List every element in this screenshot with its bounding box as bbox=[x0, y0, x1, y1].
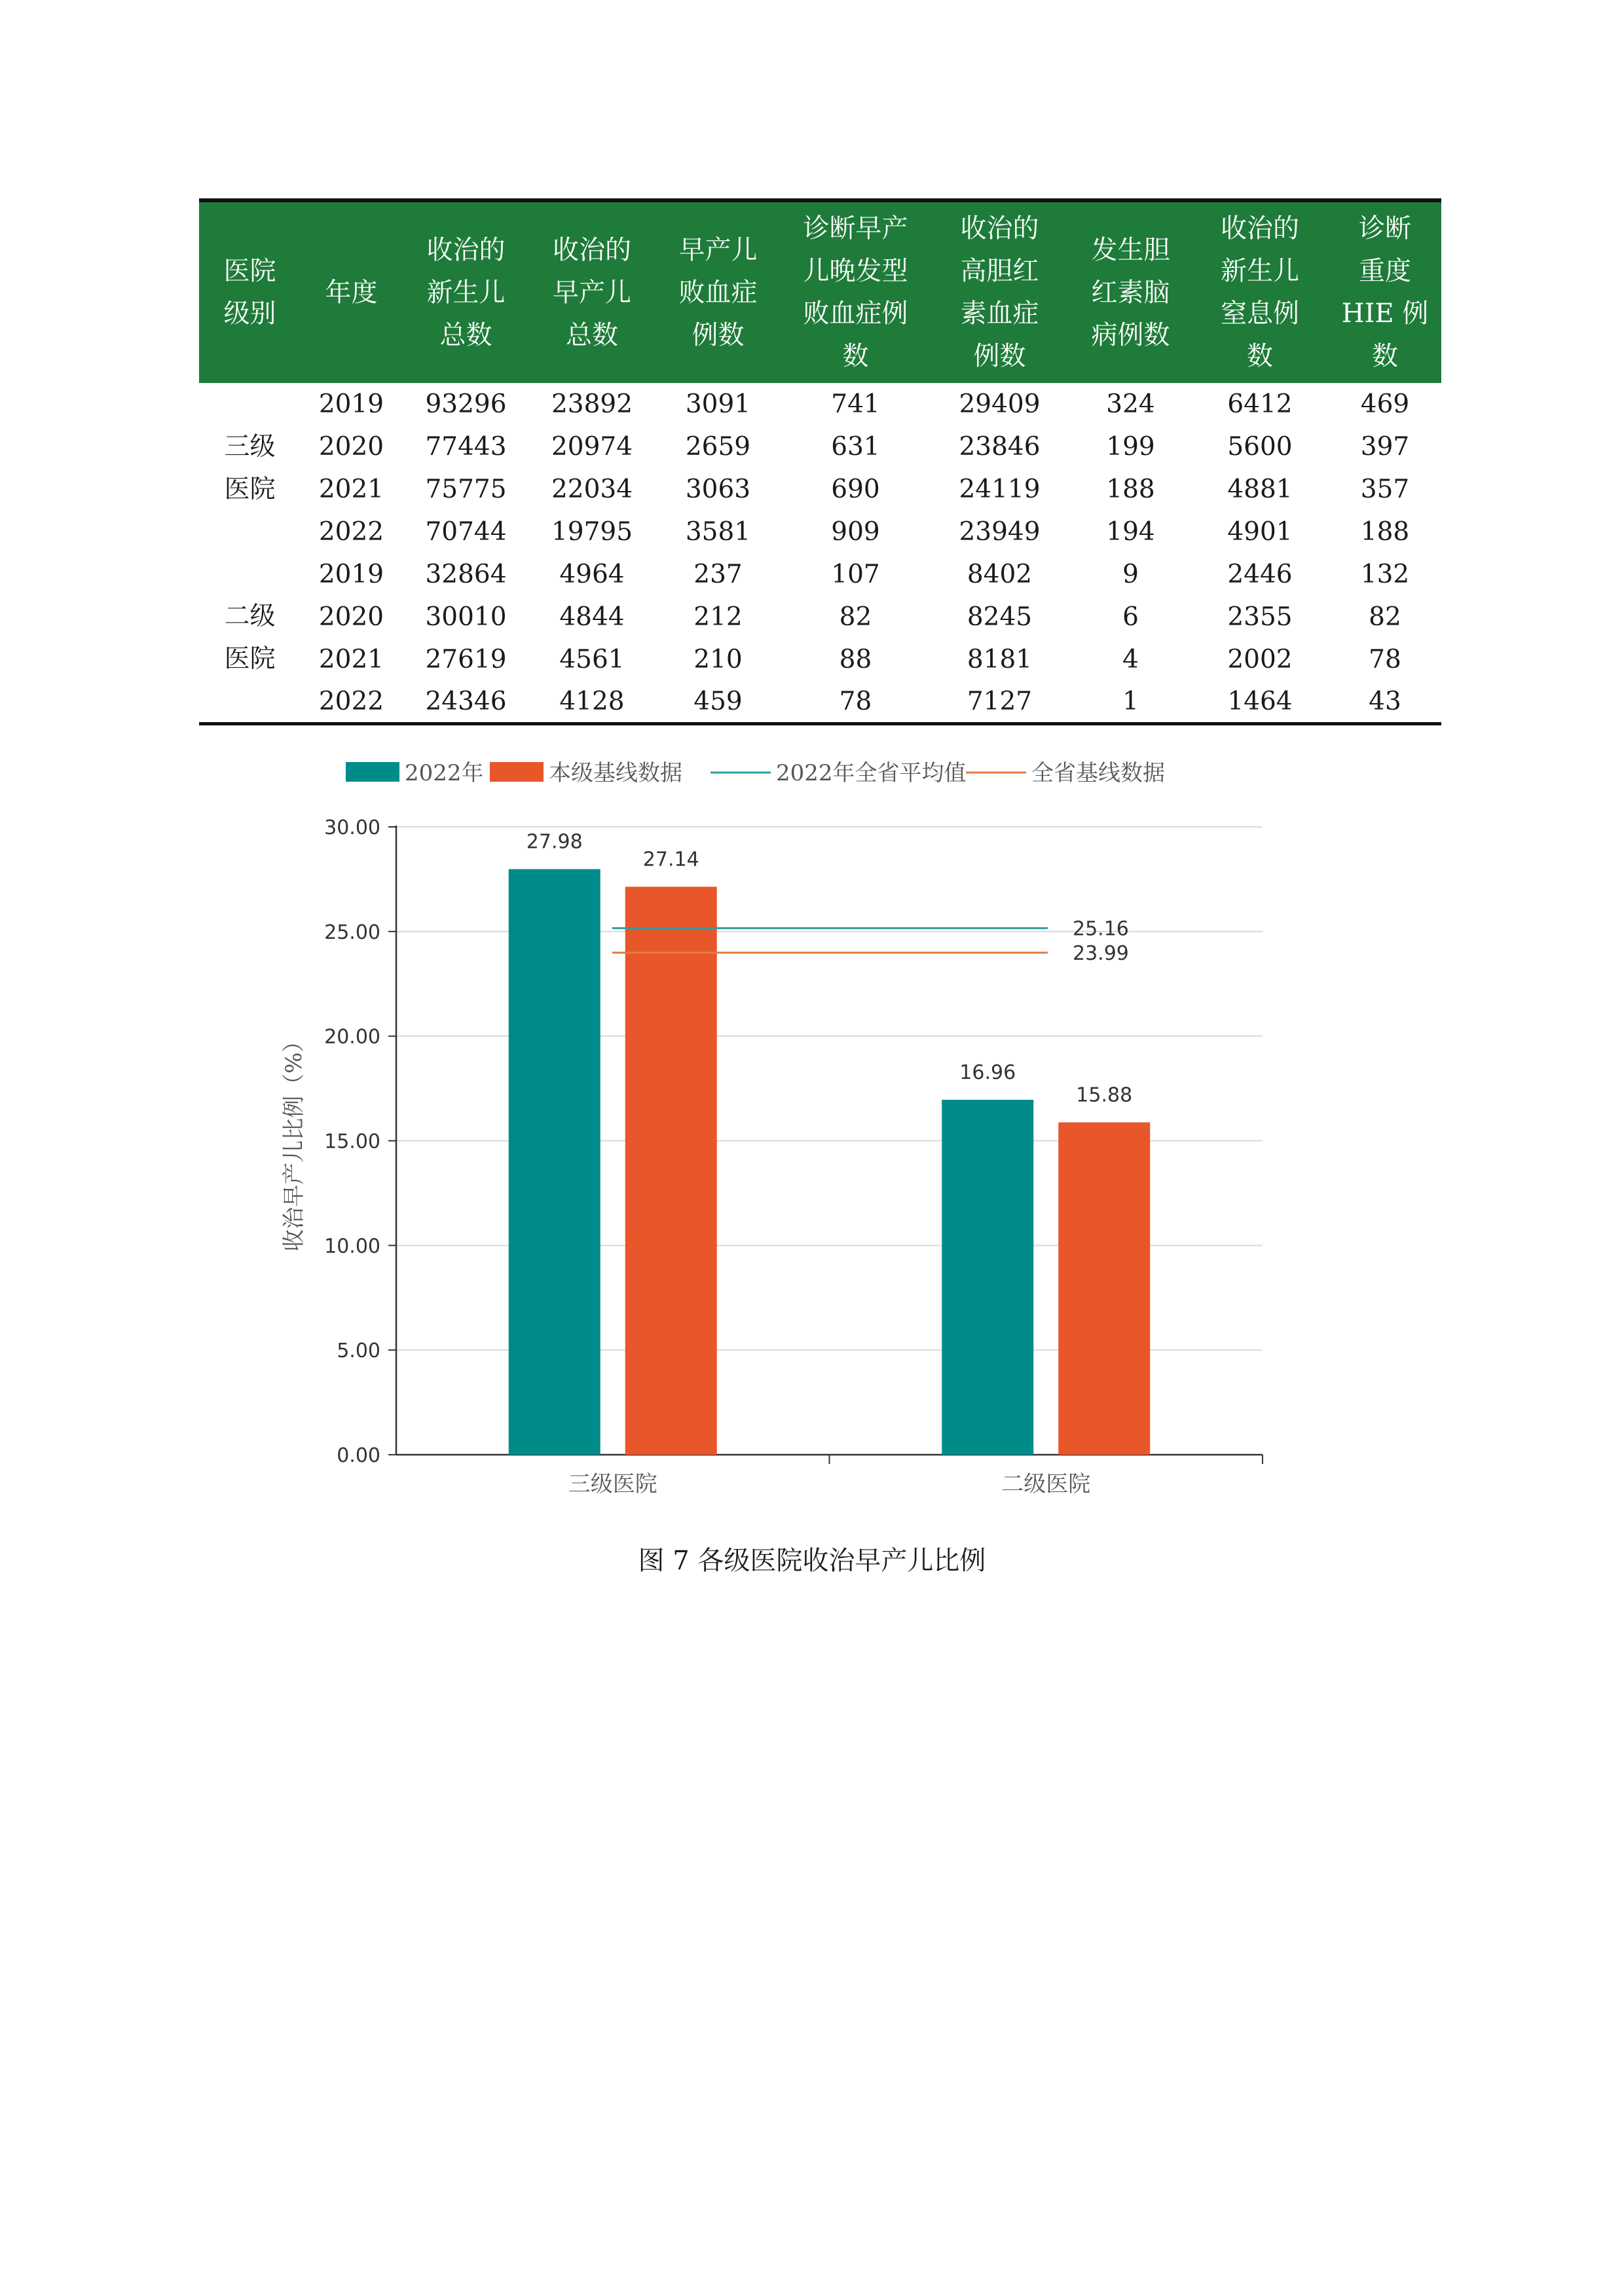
table-cell: 107 bbox=[831, 560, 880, 589]
column-header-line: 级别 bbox=[223, 299, 276, 329]
legend-swatch bbox=[490, 762, 544, 782]
table-row bbox=[199, 426, 1441, 468]
table-cell: 2446 bbox=[1227, 560, 1293, 589]
table-cell: 188 bbox=[1360, 517, 1410, 547]
column-header-6 bbox=[929, 200, 1070, 383]
column-header-line: 高胆红 bbox=[960, 256, 1039, 286]
table-row bbox=[199, 383, 1441, 426]
table-cell: 1 bbox=[1122, 686, 1139, 716]
legend-label: 本级基线数据 bbox=[549, 760, 682, 786]
table-cell: 3581 bbox=[685, 517, 751, 547]
hospital-level-label: 二级 bbox=[224, 601, 276, 631]
hospital-level-cell bbox=[199, 383, 301, 553]
y-tick-label: 20.00 bbox=[324, 1025, 380, 1049]
column-header-line: 新生儿 bbox=[426, 277, 506, 308]
table-cell: 9 bbox=[1122, 560, 1139, 589]
bar-2022 bbox=[942, 1100, 1033, 1455]
table-cell: 188 bbox=[1106, 475, 1155, 504]
table-row bbox=[199, 468, 1441, 511]
table-cell: 4 bbox=[1122, 645, 1139, 674]
table-cell: 8181 bbox=[967, 645, 1033, 674]
table-cell: 2355 bbox=[1227, 602, 1293, 632]
table-cell: 30010 bbox=[425, 602, 507, 632]
table-cell: 5600 bbox=[1227, 432, 1293, 462]
table-cell: 82 bbox=[839, 602, 872, 632]
column-header-8 bbox=[1191, 200, 1329, 383]
bar-value-label: 16.96 bbox=[959, 1061, 1016, 1084]
column-header-line: 收治的 bbox=[553, 234, 631, 265]
table-cell: 32864 bbox=[425, 560, 507, 589]
hospital-level-label: 医院 bbox=[224, 475, 276, 504]
table-row bbox=[199, 638, 1441, 681]
column-header-4 bbox=[654, 200, 782, 383]
table-cell: 43 bbox=[1369, 686, 1401, 716]
table-cell: 7127 bbox=[967, 686, 1033, 716]
table-cell: 2020 bbox=[318, 432, 384, 462]
column-header-line: 重度 bbox=[1359, 256, 1411, 286]
table-cell: 212 bbox=[693, 602, 743, 632]
table-row bbox=[199, 596, 1441, 638]
table-cell: 82 bbox=[1369, 602, 1401, 632]
legend-label: 2022年全省平均值 bbox=[776, 760, 967, 786]
table-cell: 741 bbox=[831, 390, 880, 419]
y-tick-label: 15.00 bbox=[324, 1130, 380, 1154]
column-header-line: 红素脑 bbox=[1091, 277, 1170, 308]
table-cell: 194 bbox=[1106, 517, 1155, 547]
table-cell: 210 bbox=[693, 645, 743, 674]
column-header-line: 诊断早产 bbox=[803, 213, 908, 244]
bar-value-label: 27.14 bbox=[642, 848, 699, 871]
table-cell: 29409 bbox=[959, 390, 1041, 419]
column-header-line: 例数 bbox=[692, 319, 745, 350]
table-cell: 23892 bbox=[551, 390, 633, 419]
y-tick-label: 5.00 bbox=[337, 1339, 380, 1363]
column-header-line: 年度 bbox=[325, 277, 378, 308]
bar-baseline bbox=[625, 886, 717, 1455]
table-cell: 2019 bbox=[318, 560, 384, 589]
table-cell: 8402 bbox=[967, 560, 1033, 589]
table-cell: 4901 bbox=[1227, 517, 1293, 547]
reference-line-label: 25.16 bbox=[1073, 917, 1129, 941]
column-header-line: 收治的 bbox=[1221, 213, 1299, 244]
table-cell: 6412 bbox=[1227, 390, 1293, 419]
column-header-line: HIE 例 bbox=[1341, 299, 1429, 329]
column-header-line: 败血症 bbox=[678, 277, 758, 308]
column-header-line: 窒息例 bbox=[1221, 299, 1299, 329]
table-cell: 2021 bbox=[318, 475, 384, 504]
y-tick-label: 30.00 bbox=[324, 816, 380, 839]
table-cell: 4561 bbox=[559, 645, 625, 674]
column-header-line: 素血症 bbox=[960, 299, 1039, 329]
column-header-9 bbox=[1329, 200, 1441, 383]
x-tick-label: 二级医院 bbox=[1001, 1471, 1091, 1497]
column-header-line: 例数 bbox=[973, 341, 1026, 371]
column-header-1 bbox=[301, 200, 402, 383]
y-tick-label: 10.00 bbox=[324, 1235, 380, 1258]
table-cell: 75775 bbox=[425, 475, 507, 504]
table-cell: 2021 bbox=[318, 645, 384, 674]
table-cell: 4128 bbox=[559, 686, 625, 716]
column-header-line: 发生胆 bbox=[1091, 234, 1170, 265]
table-cell: 2022 bbox=[318, 686, 384, 716]
table-cell: 88 bbox=[839, 645, 872, 674]
chart-svg bbox=[262, 753, 1310, 1506]
column-header-3 bbox=[530, 200, 654, 383]
column-header-line: 病例数 bbox=[1091, 319, 1170, 350]
table-cell: 27619 bbox=[425, 645, 507, 674]
table-cell: 3091 bbox=[685, 390, 751, 419]
column-header-line: 新生儿 bbox=[1221, 256, 1299, 286]
legend-label: 全省基线数据 bbox=[1031, 760, 1165, 786]
y-tick-label: 25.00 bbox=[324, 920, 380, 944]
bar-value-label: 15.88 bbox=[1076, 1084, 1133, 1107]
hospital-stats-table bbox=[199, 198, 1441, 725]
bar-2022 bbox=[509, 869, 600, 1455]
column-header-line: 早产儿 bbox=[678, 234, 758, 265]
table-cell: 2659 bbox=[685, 432, 751, 462]
column-header-line: 总数 bbox=[439, 319, 492, 350]
table-cell: 78 bbox=[839, 686, 872, 716]
column-header-2 bbox=[402, 200, 530, 383]
legend-swatch bbox=[346, 762, 399, 782]
column-header-line: 诊断 bbox=[1359, 213, 1411, 244]
table-cell: 1464 bbox=[1227, 686, 1293, 716]
header-row bbox=[199, 200, 1441, 383]
table-cell: 459 bbox=[693, 686, 743, 716]
column-header-line: 数 bbox=[842, 341, 869, 371]
column-header-line: 数 bbox=[1372, 341, 1398, 371]
table-cell: 3063 bbox=[685, 475, 751, 504]
y-axis-label: 收治早产儿比例（%） bbox=[281, 1030, 307, 1252]
column-header-line: 总数 bbox=[566, 319, 618, 350]
bar-baseline bbox=[1058, 1122, 1150, 1455]
hospital-level-label: 医院 bbox=[224, 644, 276, 674]
table-cell: 24346 bbox=[425, 686, 507, 716]
column-header-line: 收治的 bbox=[960, 213, 1039, 244]
y-tick-label: 0.00 bbox=[337, 1444, 380, 1467]
hospital-level-cell bbox=[199, 553, 301, 723]
table-row bbox=[199, 681, 1441, 723]
table-cell: 199 bbox=[1106, 432, 1155, 462]
table-cell: 22034 bbox=[551, 475, 633, 504]
table-row bbox=[199, 553, 1441, 596]
column-header-line: 数 bbox=[1247, 341, 1273, 371]
column-header-line: 收治的 bbox=[426, 234, 506, 265]
table-row bbox=[199, 511, 1441, 553]
table-cell: 4844 bbox=[559, 602, 625, 632]
table-cell: 77443 bbox=[425, 432, 507, 462]
table-cell: 357 bbox=[1360, 475, 1410, 504]
table-cell: 6 bbox=[1122, 602, 1139, 632]
table-cell: 324 bbox=[1106, 390, 1155, 419]
table-cell: 24119 bbox=[959, 475, 1041, 504]
figure-caption: 图 7 各级医院收治早产儿比例 bbox=[638, 1546, 986, 1576]
table-cell: 23846 bbox=[959, 432, 1041, 462]
table-cell: 4881 bbox=[1227, 475, 1293, 504]
column-header-7 bbox=[1070, 200, 1191, 383]
hospital-level-label: 三级 bbox=[224, 432, 276, 462]
table-cell: 2019 bbox=[318, 390, 384, 419]
table-cell: 2022 bbox=[318, 517, 384, 547]
reference-line-label: 23.99 bbox=[1073, 942, 1129, 966]
table-header bbox=[199, 200, 1441, 383]
table-cell: 23949 bbox=[959, 517, 1041, 547]
table-cell: 20974 bbox=[551, 432, 633, 462]
table-cell: 93296 bbox=[425, 390, 507, 419]
column-header-line: 儿晚发型 bbox=[803, 256, 908, 286]
column-header-5 bbox=[782, 200, 929, 383]
table-cell: 132 bbox=[1360, 560, 1410, 589]
table-cell: 19795 bbox=[551, 517, 633, 547]
table-cell: 237 bbox=[693, 560, 743, 589]
table-cell: 2020 bbox=[318, 602, 384, 632]
table-cell: 2002 bbox=[1227, 645, 1293, 674]
table-cell: 631 bbox=[831, 432, 880, 462]
preterm-ratio-chart bbox=[262, 753, 1310, 1506]
table-cell: 70744 bbox=[425, 517, 507, 547]
table-cell: 78 bbox=[1369, 645, 1401, 674]
table-cell: 469 bbox=[1360, 390, 1410, 419]
table-cell: 909 bbox=[831, 517, 880, 547]
table-cell: 397 bbox=[1360, 432, 1410, 462]
table-body bbox=[199, 383, 1441, 723]
column-header-0 bbox=[199, 200, 301, 383]
bar-value-label: 27.98 bbox=[526, 830, 583, 854]
table-cell: 4964 bbox=[559, 560, 625, 589]
column-header-line: 败血症例 bbox=[803, 299, 908, 329]
column-header-line: 早产儿 bbox=[553, 277, 631, 308]
table-cell: 690 bbox=[831, 475, 880, 504]
table-cell: 8245 bbox=[967, 602, 1033, 632]
x-tick-label: 三级医院 bbox=[568, 1471, 657, 1497]
legend-label: 2022年 bbox=[405, 760, 484, 786]
column-header-line: 医院 bbox=[223, 256, 276, 286]
